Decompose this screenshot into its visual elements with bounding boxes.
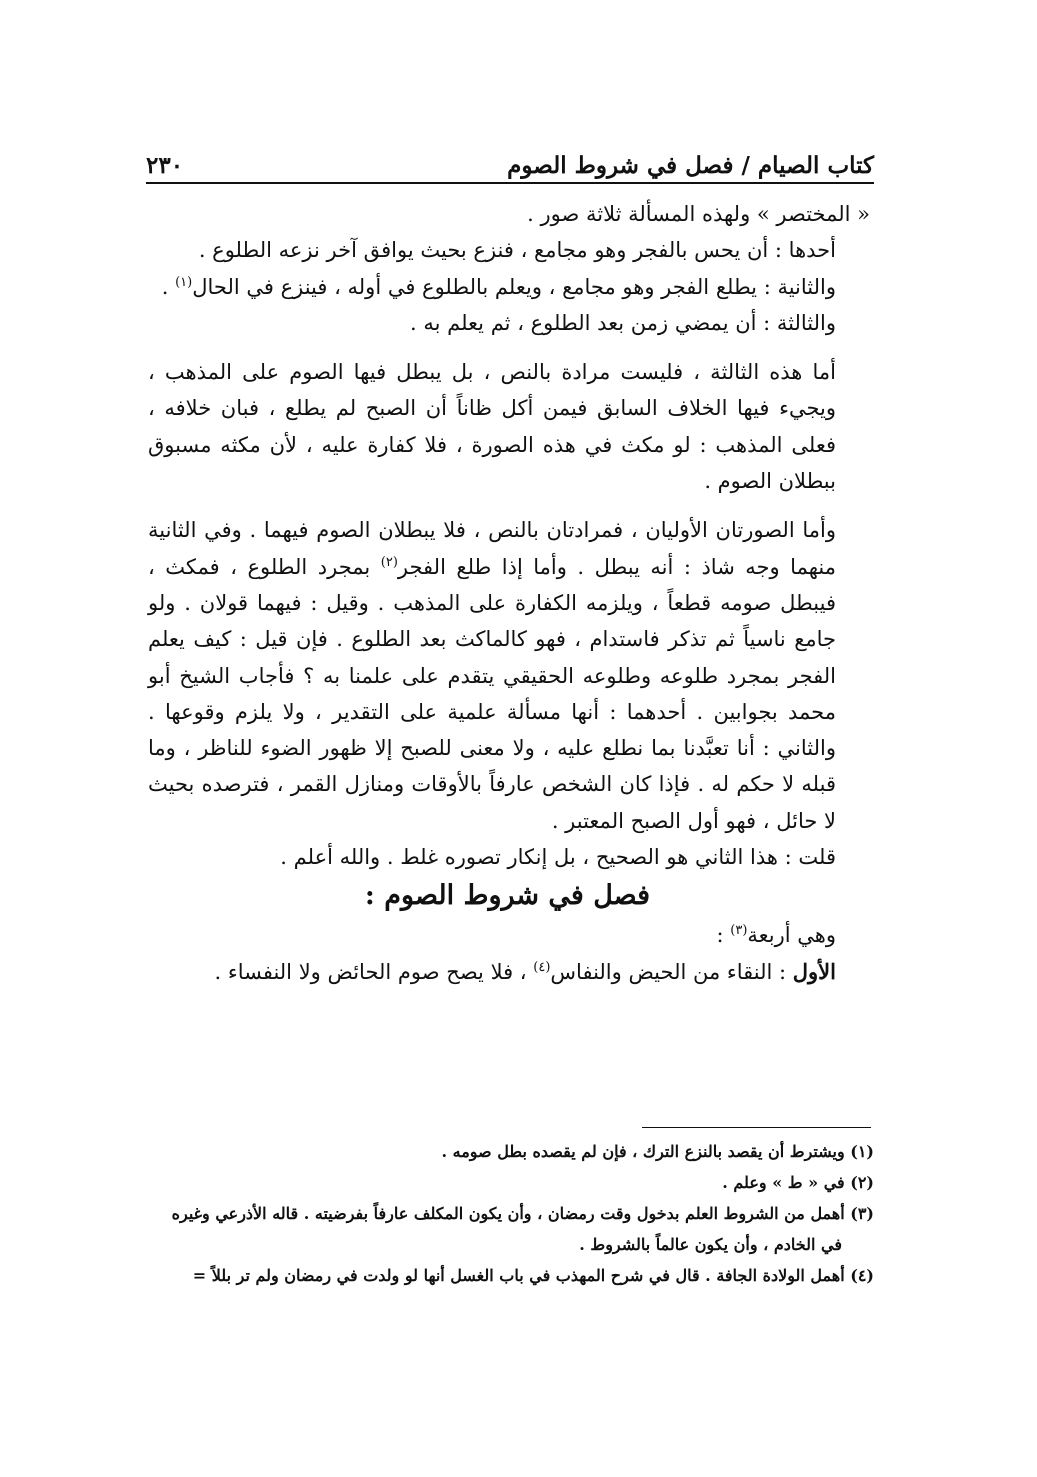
condition-first-label: الأول <box>792 958 836 984</box>
paragraph-third-case: أما هذه الثالثة ، فليست مرادة بالنص ، بل يبطل فيها الصوم على المذهب ، ويجيء فيها الخلاف السابق فيمن أكل ظاناً أن الصبح لم يطلع ، فبان خلافه ، فعلى المذهب : لو مكث في هذه الصورة ، فلا كفارة عليه ، لأن مكثه مسبوق ببطلان الصوم . <box>148 360 836 494</box>
author-comment: قلت : هذا الثاني هو الصحيح ، بل إنكار تصوره غلط . والله أعلم . <box>280 845 836 870</box>
footnote-1: (١) ويشترط أن يقصد بالنزع الترك ، فإن لم يقصده بطل صومه . <box>441 1142 874 1161</box>
paragraph-first-two-cases <box>148 512 870 839</box>
footnote-2: (٢) في « ط » وعلم . <box>722 1173 874 1192</box>
footnote-4: (٤) أهمل الولادة الجافة . قال في شرح المهذب في باب الغسل أنها لو ولدت في رمضان ولم تر بللاً = <box>192 1266 874 1285</box>
conditions-intro-text: وهي أربعة <box>747 923 836 948</box>
footnote-rule <box>642 1127 871 1128</box>
case-second-text: والثانية : يطلع الفجر وهو مجامع ، ويعلم بالطلوع في أوله ، فينزع في الحال <box>192 274 836 299</box>
footnote-3-continuation: في الخادم ، وأن يكون عالماً بالشروط . <box>579 1235 842 1254</box>
case-third: والثالثة : أن يمضي زمن بعد الطلوع ، ثم يعلم به . <box>409 310 836 335</box>
conditions-intro <box>148 917 870 953</box>
case-first: أحدها : أن يحس بالفجر وهو مجامع ، فنزع بحيث يوافق آخر نزعه الطلوع . <box>198 238 836 263</box>
footnote-3: (٣) أهمل من الشروط العلم بدخول وقت رمضان ، وأن يكون المكلف عارفاً بفرضيته . قاله الأذرعي وغيره <box>171 1204 874 1223</box>
condition-first-text: : النقاء من الحيض والنفاس <box>550 959 793 984</box>
paragraph-text-a: وأما الصورتان الأوليان ، فمرادتان بالنص ، فلا يبطلان الصوم فيهما . وفي الثانية منهما وجه شاذ : أنه يبطل . وأما إذا طلع الفجر <box>148 518 836 579</box>
line-mukhtasar: « المختصر » ولهذه المسألة ثلاثة صور . <box>527 202 870 226</box>
paragraph-text-b: بمجرد الطلوع ، فمكث ، فيبطل صومه قطعاً ، ويلزمه الكفارة على المذهب . وقيل : فيهما قولان . ولو جامع ناسياً ثم تذكر فاستدام ، فهو كالماكث بعد الطلوع . فإن قيل : كيف يعلم الفجر بمجرد طلوعه وطلوعه الحقيقي يتقدم على علمنا به ؟ فأجاب الشيخ أبو محمد بجوابين . أحدهما : أنها مسألة علمية على التقدير ، ولا يلزم وقوعها . والثاني : أنا تعبَّدنا بما نطلع عليه ، ولا معنى للصبح إلا ظهور الضوء للناظر ، وما قبله لا حكم له . فإذا كان الشخص عارفاً بالأوقات ومنازل القمر ، فترصده بحيث لا حائل ، فهو أول الصبح المعتبر . <box>148 554 836 833</box>
conditions-intro-end: : <box>716 923 731 948</box>
page-number: ٢٣٠ <box>146 152 184 179</box>
footnote-ref-4: (٤) <box>533 959 551 975</box>
section-heading: فصل في شروط الصوم : <box>364 880 650 912</box>
condition-first <box>148 954 870 990</box>
condition-first-end: ، فلا يصح صوم الحائض ولا النفساء . <box>214 959 534 984</box>
header-rule <box>146 182 874 184</box>
footnote-ref-2: (٢) <box>380 554 398 570</box>
footnote-ref-3: (٣) <box>730 923 748 939</box>
main-text <box>148 196 870 990</box>
case-second <box>148 269 870 305</box>
running-title: كتاب الصيام / فصل في شروط الصوم <box>507 152 874 179</box>
page-header <box>146 135 874 179</box>
footnote-ref-1: (١) <box>175 274 193 290</box>
footnotes <box>140 1138 874 1293</box>
case-second-end: . <box>161 274 176 299</box>
